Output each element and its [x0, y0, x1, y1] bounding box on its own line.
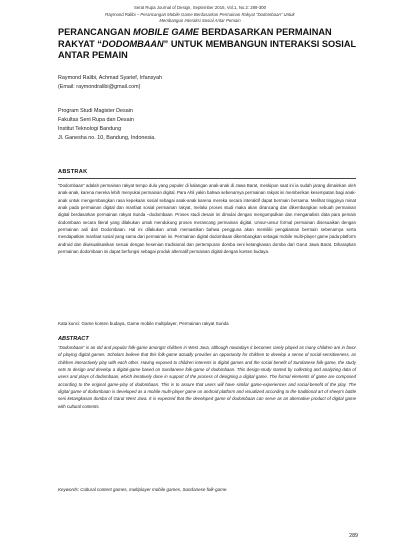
affiliation-address: Jl. Ganesha no. 10, Bandung, Indonesia.	[58, 135, 156, 141]
abstract-heading: ABSTRACT	[58, 336, 89, 342]
affiliation-institute: Institut Teknologi Bandung	[58, 126, 122, 132]
title-part-italic: DODOMBAAN	[101, 38, 164, 49]
author-names: Raymond Ralibi, Achmad Syarief, Irfansyah	[58, 75, 162, 81]
abstract-text: “Dodombaan” is an old and popular folk-game amongst children in West Java, although nowadays it becomes rarely played as many children are in favor of playing digital games. Scholars believe that this folk-game actually provides an opportunity for children to develop a sense of social-sensitiveness, as children interactively play with each other. Having exposed to children interests in digital games and the social benefit of Sundanese folk-game, the study sets to design and develop a digital-game based on Sundanese folk-game of dodombaan. This design-study started by collecting and analyzing data of users and plays of dodombaan, which iteratively done in support of the process of designing a digital game. The formal elements of game are composed according to the original game-play of dodombaan. This is to assure that users will have similar game-experiences and social-benefit of the play. The digital game of dodombaan is developed as a mobile multi-player game on android platform and visualized according to the traditional art of sheep's battle seni ketangkasan domba of Garut West Java. It is expected that the developed game of dodombaan can serve as an alternative product of digital game with cultural contents.	[58, 345, 356, 409]
title-part: BERDASARKAN PERMAINAN RAKYAT “	[58, 27, 332, 49]
abstrak-text: “Dodombaan” adalah permainan rakyat tempo dulu yang populer di kalangan anak-anak di Jawa Barat, meskipun saat ini ia sudah jarang dimainkan oleh anak-anak, karena mereka lebih menyukai permainan digital. Para Ahli yakin bahwa sebenarnya permainan rakyat ini memberikan kesempatan bagi anak-anak untuk mengembangkan rasa kepekaan sosial sebagai anak-anak karena mereka secara interaktif dapat bermain bersama. Melihat tingginya minat anak pada permainan digital dan manfaat sosial permainan rakyat, melalui proses studi maka akan dirancang dan dikembangkan sebuah permainan digital berdasarkan permainan rakyat Sunda –dodombaan. Proses studi desain ini dimulai dengan mengumpulkan dan menganalisis data para pemain dodombaan secara literal yang dilakukan untuk mendukung proses merancang permainan digital. Unsur-unsur formal permainan disesuaikan dengan permainan asli dari Dodombaan. Hal ini dilakukan untuk memastikan bahwa pengguna akan memiliki pengalaman bermain sebenarnya serta mendapatkan manfaat sosial yang sama dari permainan ini. Permainan digital dodombaan dikembangkan sebagai mobile multi-player game pada platform android dan diwisualisasikan sesuai dengan kesenian tradisional dan pertempuran domba seni ketangkasan domba dari Garut Jawa Barat. Diharapkan permainan dodombaan ini dapat berfungsi sebagai produk alternatif permainan digital dengan konten budaya.	[58, 183, 356, 255]
title-part: ” UNTUK MEMBANGUN INTERAKSI SOSIAL ANTAR PEMAIN	[58, 38, 356, 60]
title-part-italic: MOBILE GAME	[133, 27, 199, 37]
author-block	[58, 74, 358, 92]
abstrak-divider	[58, 178, 356, 179]
article-title	[58, 27, 358, 62]
title-part: PERANCANGAN	[58, 27, 134, 37]
running-title-line-2: Membangun Interaksi Sosial Antar Pemain	[159, 18, 241, 23]
kata-kunci: Kata kunci: Game konten budaya, Game mobile multiplayer, Permainan rakyat Sunda	[58, 321, 229, 326]
affiliation-program: Program Studi Magister Desain	[58, 108, 133, 114]
affiliation-block	[58, 107, 358, 143]
keywords: Keywords: Cultural content games, multiplayer mobile games, Sundanese folk-game.	[58, 487, 228, 492]
affiliation-faculty: Fakultas Seni Rupa dan Desain	[58, 117, 134, 123]
author-email: (Email: raymondralibi@gmail.com)	[58, 84, 141, 90]
running-title: Perancangan Mobile Game Berdasarkan Permainan Rakyat “Dodombaan” Untuk	[140, 11, 295, 17]
abstrak-heading: ABSTRAK	[58, 169, 88, 175]
page-number: 289	[349, 533, 358, 539]
running-header	[0, 5, 400, 25]
running-author: Raymond Ralibi –	[105, 11, 141, 17]
journal-citation: Serat Rupa Journal of Design, September 2016, Vol.1, No.2: 289-300	[133, 5, 267, 10]
